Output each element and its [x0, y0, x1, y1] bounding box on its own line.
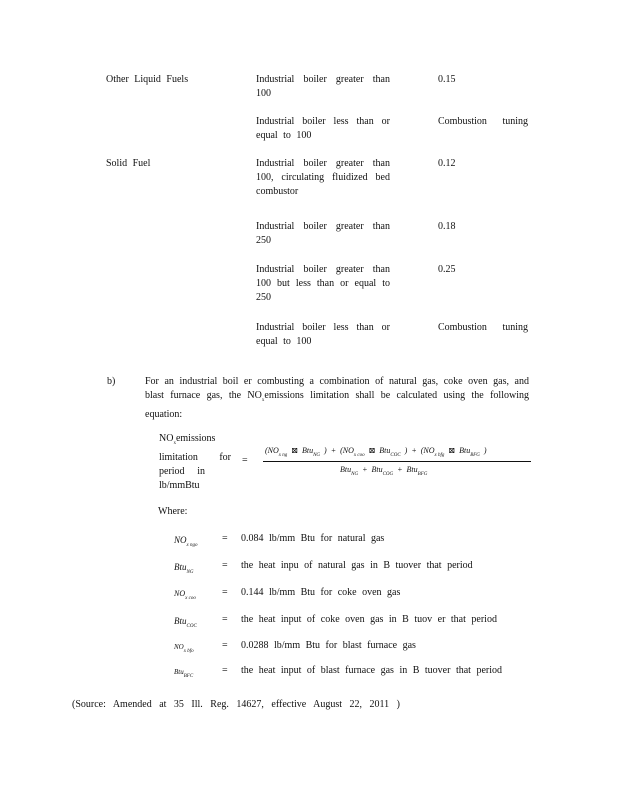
def-name [174, 665, 193, 684]
num-part: ⊠ Btu [368, 446, 391, 455]
num-part: ) + (NO [324, 446, 354, 455]
num-part: ) + (NO [404, 446, 435, 455]
boiler-description: Industrial boiler greater than 100 [256, 74, 390, 99]
boiler-description: Industrial boiler less than or equal to 100 [256, 322, 390, 347]
num-part: ⊠ Btu [291, 446, 314, 455]
den-sub: BFG [417, 472, 428, 477]
def-equals: = [222, 560, 228, 571]
num-sub: BFG [470, 453, 480, 458]
def-symbol: NO [174, 535, 187, 545]
boiler-description: Industrial boiler less than or equal to 100 [256, 116, 390, 141]
fraction-bar [263, 461, 531, 462]
den-sub: NG [351, 472, 359, 477]
def-sub: BFC [183, 674, 194, 679]
den-part: + Btu [362, 465, 383, 474]
lhs-line4: lb/mmBtu [159, 480, 200, 491]
def-symbol: NO [174, 643, 184, 651]
def-name [174, 587, 196, 606]
paragraph-label: b) [107, 376, 116, 387]
def-sub: NG [186, 570, 194, 575]
def-name [174, 614, 197, 634]
equation-denominator [340, 463, 480, 482]
num-part: ) [483, 446, 487, 455]
fuel-type-solid: Solid Fuel [106, 158, 151, 169]
limit-value: 0.15 [438, 74, 456, 85]
def-equals: = [222, 665, 228, 676]
def-equals: = [222, 533, 228, 544]
where-label: Where: [158, 506, 188, 517]
def-equals: = [222, 640, 228, 651]
paragraph-b-text [145, 375, 529, 422]
limit-value: 0.12 [438, 158, 456, 169]
def-sub: x coo [185, 596, 196, 601]
num-sub: NG [313, 453, 321, 458]
def-equals: = [222, 614, 228, 625]
def-text: 0.0288 lb/mm Btu for blast furnace gas [241, 640, 416, 651]
boiler-description: Industrial boiler greater than 100, circulating fluidized bed combustor [256, 158, 390, 197]
def-sub: COC [186, 624, 197, 629]
def-symbol: Btu [174, 616, 187, 626]
lhs-no: NO [159, 433, 174, 444]
lhs-line3: period in [159, 466, 205, 477]
source-note: (Source: Amended at 35 Ill. Reg. 14627, effective August 22, 2011 ) [72, 699, 401, 710]
boiler-description: Industrial boiler greater than 100 but less than or equal to 250 [256, 264, 390, 303]
num-sub: x bfg [434, 453, 445, 458]
limit-value: 0.25 [438, 264, 456, 275]
equation-equals: = [242, 455, 248, 466]
equation-lhs [159, 432, 231, 493]
paragraph-b-text-post: emissions limitation shall be calculated using the following equation: [145, 390, 529, 420]
def-text: the heat inpu of natural gas in B tuover that period [241, 560, 473, 571]
def-sub: x bfo [183, 649, 194, 654]
limit-value: Combustion tuning [438, 116, 528, 127]
num-sub: x coo [353, 453, 365, 458]
boiler-description: Industrial boiler greater than 250 [256, 221, 390, 246]
den-part: Btu [340, 465, 352, 474]
def-symbol: NO [174, 589, 186, 598]
def-sub: x ngo [186, 543, 198, 548]
num-sub: COC [390, 453, 401, 458]
num-sub: x ng [278, 453, 288, 458]
def-text: the heat input of coke oven gas in B tuov er that period [241, 614, 497, 625]
def-name [174, 533, 198, 553]
def-symbol: Btu [174, 668, 184, 676]
den-sub: COG [382, 472, 394, 477]
den-part: + Btu [397, 465, 418, 474]
limit-value: 0.18 [438, 221, 456, 232]
lhs-emissions: emissions [175, 433, 216, 444]
fuel-type-other-liquid: Other Liquid Fuels [106, 74, 189, 85]
lhs-sub: x [173, 441, 176, 446]
def-name [174, 640, 194, 659]
def-symbol: Btu [174, 562, 187, 572]
num-part: (NO [265, 446, 279, 455]
def-equals: = [222, 587, 228, 598]
def-name [174, 560, 193, 580]
def-text: 0.144 lb/mm Btu for coke oven gas [241, 587, 401, 598]
limit-value: Combustion tuning [438, 322, 528, 333]
nox-subscript: x [261, 398, 265, 403]
def-text: the heat input of blast furnace gas in B tuover that period [241, 665, 502, 676]
def-text: 0.084 lb/mm Btu for natural gas [241, 533, 385, 544]
num-part: ⊠ Btu [448, 446, 471, 455]
lhs-line2: limitation for [159, 452, 231, 463]
paragraph-b-text-pre: For an industrial boil er combusting a combination of natural gas, coke oven gas, and blast furnace gas, the NO [145, 376, 529, 401]
